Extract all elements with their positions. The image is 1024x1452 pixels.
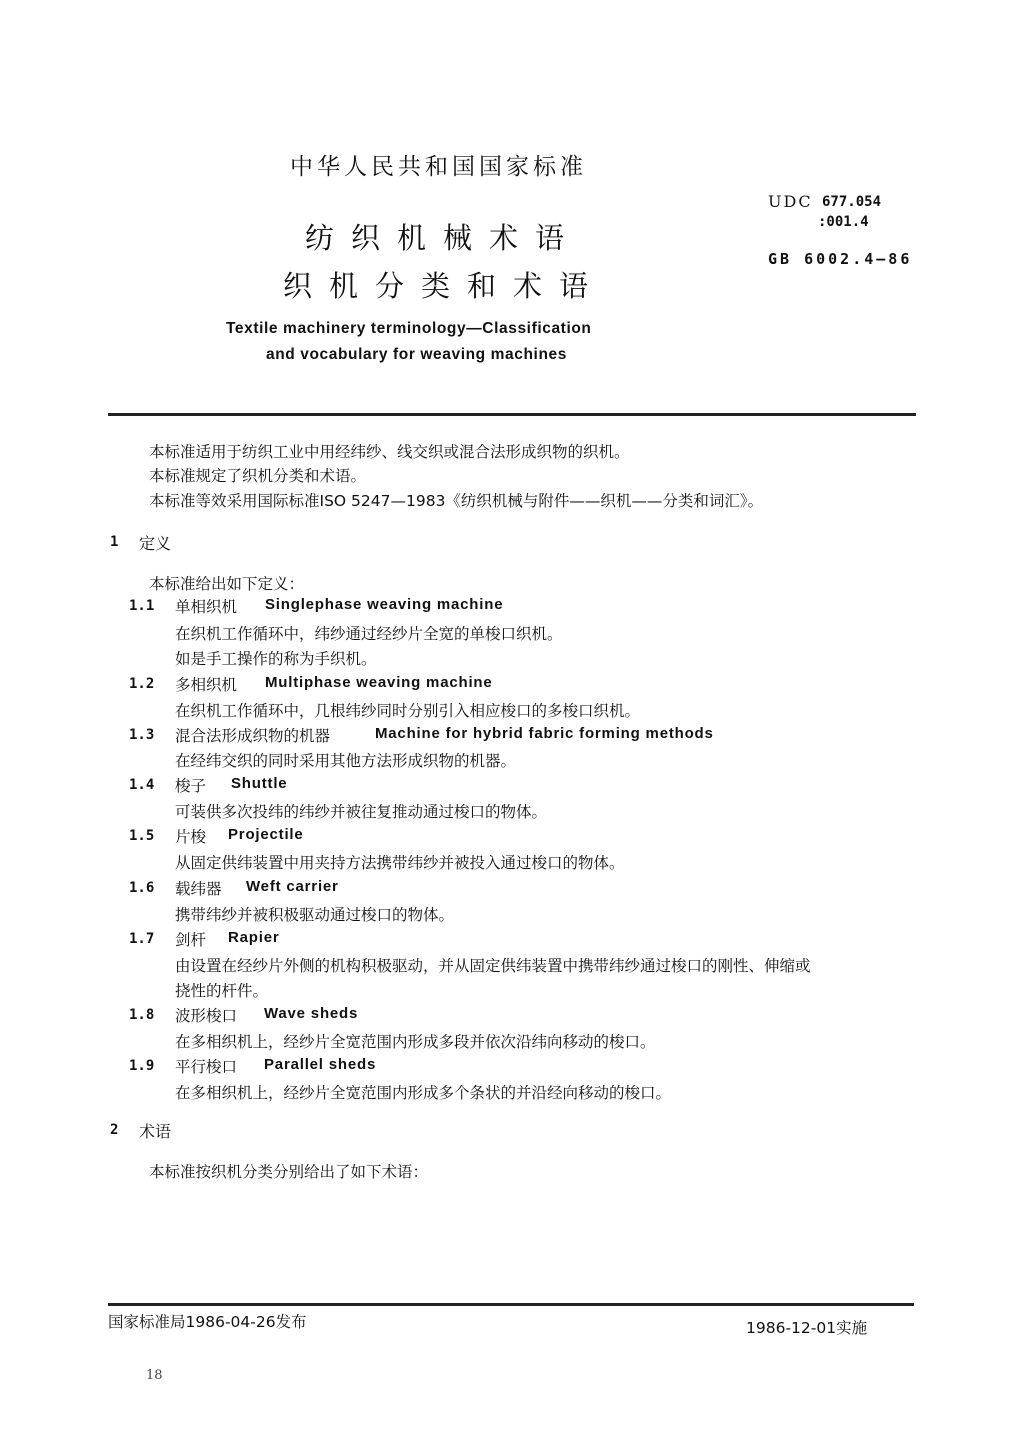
item-number: 1.3 [129, 727, 155, 743]
item-number: 1.1 [129, 598, 155, 614]
item-number: 1.6 [129, 880, 155, 896]
item-number: 1.5 [129, 828, 155, 844]
term-english: Wave sheds [264, 1005, 359, 1022]
udc-label: UDC [768, 192, 813, 211]
term-definition: 在经纬交织的同时采用其他方法形成织物的机器。 [175, 752, 517, 770]
item-number: 1.8 [129, 1007, 155, 1023]
term-english: Multiphase weaving machine [265, 674, 493, 691]
term-chinese: 梭子 [175, 777, 207, 795]
document-title: 纺织机械术语 [305, 221, 582, 255]
term-chinese: 平行梭口 [175, 1058, 238, 1076]
term-chinese: 混合法形成织物的机器 [175, 727, 331, 745]
english-title-line-2: and vocabulary for weaving machines [266, 346, 567, 363]
term-english: Parallel sheds [264, 1056, 377, 1073]
term-definition: 如是手工操作的称为手织机。 [175, 650, 377, 668]
term-chinese: 多相织机 [175, 676, 238, 694]
term-english: Weft carrier [246, 878, 339, 895]
term-definition: 在多相织机上，经纱片全宽范围内形成多个条状的并沿经向移动的梭口。 [175, 1084, 672, 1102]
term-english: Singlephase weaving machine [265, 596, 504, 613]
header-divider [108, 413, 916, 416]
intro-paragraph: 本标准规定了织机分类和术语。 [149, 467, 367, 485]
term-definition: 由设置在经纱片外侧的机构积极驱动，并从固定供纬装置中携带纬纱通过梭口的刚性、伸缩或 [175, 957, 811, 975]
term-english: Rapier [228, 929, 280, 946]
issuing-authority-heading: 中华人民共和国国家标准 [290, 154, 587, 180]
section-intro: 本标准给出如下定义： [149, 575, 305, 593]
section-title: 定义 [139, 534, 172, 553]
item-number: 1.7 [129, 931, 155, 947]
term-definition: 可装供多次投纬的纬纱并被往复推动通过梭口的物体。 [175, 803, 548, 821]
term-definition: 从固定供纬装置中用夹持方法携带纬纱并被投入通过梭口的物体。 [175, 854, 625, 872]
intro-paragraph: 本标准等效采用国际标准ISO 5247—1983《纺织机械与附件——织机——分类和词汇》。 [149, 492, 764, 510]
term-english: Machine for hybrid fabric forming methods [375, 725, 714, 742]
term-chinese: 片梭 [175, 828, 207, 846]
term-english: Projectile [228, 826, 304, 843]
term-definition: 挠性的杆件。 [175, 982, 269, 1000]
intro-paragraph: 本标准适用于纺织工业中用经纬纱、线交织或混合法形成织物的织机。 [149, 443, 630, 461]
term-definition: 在织机工作循环中，几根纬纱同时分别引入相应梭口的多梭口织机。 [175, 702, 641, 720]
page-number: 18 [146, 1368, 163, 1383]
term-chinese: 剑杆 [175, 931, 207, 949]
english-title-line-1: Textile machinery terminology—Classification [226, 320, 592, 337]
term-english: Shuttle [231, 775, 288, 792]
item-number: 1.4 [129, 777, 155, 793]
udc-value: 677.054 [822, 194, 882, 210]
effective-date: 1986-12-01实施 [746, 1319, 868, 1337]
document-subtitle: 织机分类和术语 [283, 269, 606, 303]
item-number: 1.2 [129, 676, 155, 692]
term-definition: 在织机工作循环中，纬纱通过经纱片全宽的单梭口织机。 [175, 625, 563, 643]
udc-value-continuation: :001.4 [818, 214, 869, 230]
item-number: 1.9 [129, 1058, 155, 1074]
term-definition: 携带纬纱并被积极驱动通过梭口的物体。 [175, 906, 455, 924]
section-number: 1 [110, 534, 119, 550]
section-intro: 本标准按织机分类分别给出了如下术语： [149, 1163, 429, 1181]
section-title: 术语 [139, 1122, 172, 1141]
section-number: 2 [110, 1122, 119, 1138]
term-chinese: 单相织机 [175, 598, 238, 616]
term-definition: 在多相织机上，经纱片全宽范围内形成多段并依次沿纬向移动的梭口。 [175, 1033, 656, 1051]
footer-divider [108, 1303, 914, 1306]
standard-code: GB 6002.4—86 [768, 250, 913, 268]
term-chinese: 载纬器 [175, 880, 222, 898]
term-chinese: 波形梭口 [175, 1007, 238, 1025]
issue-date: 国家标准局1986-04-26发布 [108, 1313, 307, 1331]
